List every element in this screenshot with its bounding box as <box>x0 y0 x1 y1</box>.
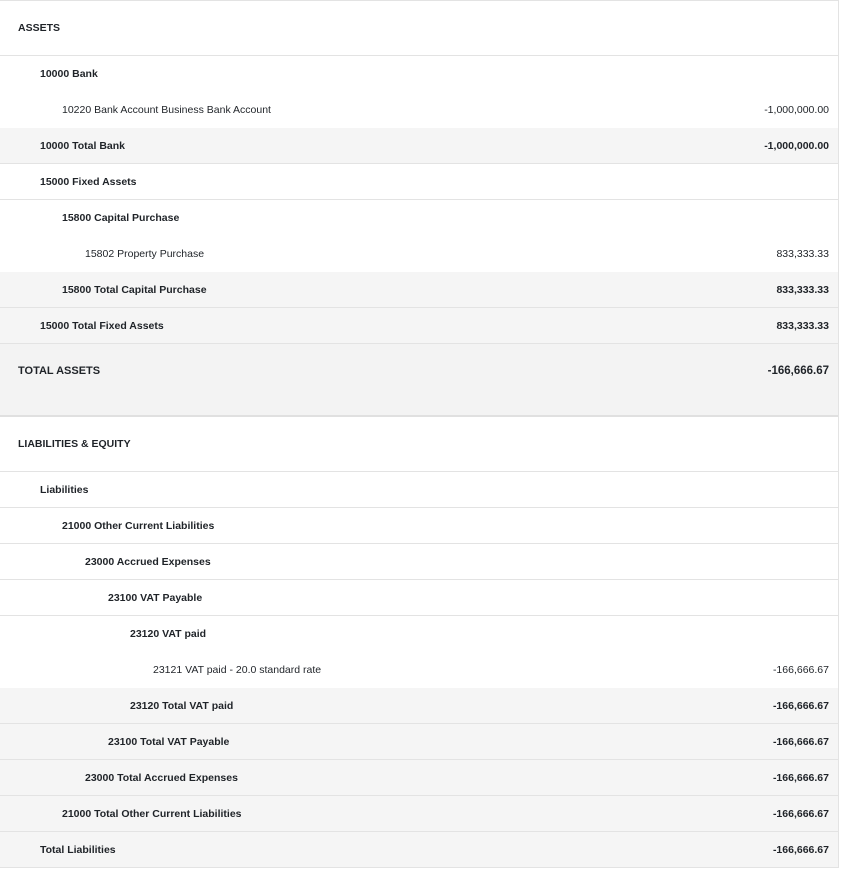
row-amount: 833,333.33 <box>776 283 829 296</box>
row-label: Liabilities <box>40 483 89 496</box>
account-row[interactable] <box>0 236 838 272</box>
total-assets-row[interactable] <box>0 344 838 417</box>
row-amount: -1,000,000.00 <box>764 139 829 152</box>
row-amount: -166,666.67 <box>772 807 829 820</box>
account-total-row[interactable] <box>0 832 838 868</box>
row-label: Total Liabilities <box>40 843 116 856</box>
row-amount: -166,666.67 <box>772 771 829 784</box>
account-group-row[interactable] <box>0 472 838 508</box>
row-label: 10220 Bank Account Business Bank Account <box>62 104 271 116</box>
account-group-row[interactable] <box>0 616 838 652</box>
account-group-row[interactable] <box>0 164 838 200</box>
row-label: 23100 Total VAT Payable <box>108 735 230 748</box>
account-total-row[interactable] <box>0 796 838 832</box>
row-label: 15800 Total Capital Purchase <box>62 283 207 296</box>
row-amount: -166,666.67 <box>772 843 829 856</box>
row-label: 15800 Capital Purchase <box>62 212 180 224</box>
row-label: 15000 Total Fixed Assets <box>40 319 164 332</box>
row-label: 15802 Property Purchase <box>85 248 205 260</box>
row-label: 23120 VAT paid <box>130 628 207 640</box>
account-total-row[interactable] <box>0 688 838 724</box>
row-label: 15000 Fixed Assets <box>40 175 137 188</box>
account-group-row[interactable] <box>0 508 838 544</box>
row-amount: 833,333.33 <box>776 248 829 260</box>
row-label: 23100 VAT Payable <box>108 591 203 604</box>
account-row[interactable] <box>0 652 838 688</box>
row-amount: -166,666.67 <box>772 699 829 712</box>
row-label: 23000 Accrued Expenses <box>85 555 211 568</box>
assets-section-header <box>0 1 838 56</box>
row-amount: -166,666.67 <box>772 664 829 676</box>
total-assets-label: TOTAL ASSETS <box>18 364 101 377</box>
row-amount: 833,333.33 <box>776 319 829 332</box>
liabilities-equity-section-header <box>0 417 838 472</box>
total-assets-amount: -166,666.67 <box>767 364 829 377</box>
account-total-row[interactable] <box>0 272 838 308</box>
account-total-row[interactable] <box>0 724 838 760</box>
row-label: 23121 VAT paid - 20.0 standard rate <box>153 664 322 676</box>
account-group-row[interactable] <box>0 580 838 616</box>
row-label: 23000 Total Accrued Expenses <box>85 771 238 784</box>
row-label: 23120 Total VAT paid <box>130 699 234 712</box>
account-group-row[interactable] <box>0 544 838 580</box>
row-label: 10000 Total Bank <box>40 139 126 152</box>
liabilities-equity-heading: LIABILITIES & EQUITY <box>18 438 131 450</box>
account-total-row[interactable] <box>0 128 838 164</box>
account-group-row[interactable] <box>0 56 838 92</box>
row-label: 21000 Other Current Liabilities <box>62 519 215 532</box>
row-amount: -1,000,000.00 <box>764 104 829 116</box>
account-group-row[interactable] <box>0 200 838 236</box>
account-row[interactable] <box>0 92 838 128</box>
row-label: 10000 Bank <box>40 68 98 80</box>
account-total-row[interactable] <box>0 760 838 796</box>
row-amount: -166,666.67 <box>772 735 829 748</box>
account-total-row[interactable] <box>0 308 838 344</box>
assets-heading: ASSETS <box>18 22 61 34</box>
row-label: 21000 Total Other Current Liabilities <box>62 807 242 820</box>
